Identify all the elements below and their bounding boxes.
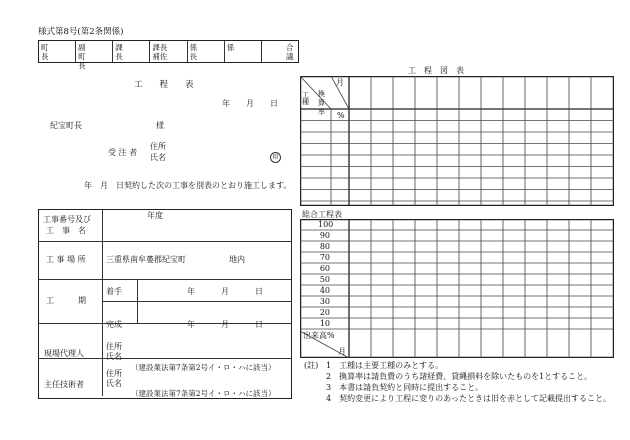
approval-stamp-boxes — [38, 40, 299, 70]
site-agent-law-note: （建設業法第7条第2号イ・ロ・ハに該当） — [131, 363, 276, 372]
start-day[interactable]: 日 — [255, 287, 263, 296]
start-month[interactable]: 月 — [221, 287, 229, 296]
stamp-label: 副町長 — [78, 43, 86, 70]
stamp-label: 課長 — [115, 43, 123, 61]
schedule-type-label: 工 種 — [302, 91, 316, 106]
location-suffix: 地内 — [229, 255, 245, 264]
percent-tick-label: 50 — [319, 275, 330, 284]
schedule-month-label: 月 — [336, 78, 344, 87]
notes-prefix: (註) — [304, 361, 319, 370]
percent-tick-label: 80 — [319, 242, 330, 251]
end-month[interactable]: 月 — [221, 320, 229, 329]
percent-tick-label: 90 — [319, 231, 330, 240]
percent-tick-label: 60 — [319, 264, 330, 273]
fiscal-year-label: 年度 — [147, 211, 163, 220]
site-agent-label: 現場代理人 — [44, 349, 84, 358]
honorific: 様 — [156, 121, 164, 130]
note-item: 4 契約変更により工程に変りのあったときは旧を赤として記載提出すること。 — [326, 394, 612, 403]
stamp-label: 係 — [226, 43, 235, 52]
stamp-label: 合議 — [285, 43, 294, 61]
percent-tick-label: 20 — [319, 308, 330, 317]
schedule-title: 工 程 図 表 — [408, 66, 464, 75]
schedule-percent-unit: % — [337, 111, 345, 120]
chief-engineer-address-label: 住所 — [106, 369, 122, 378]
percent-tick-label: 40 — [319, 286, 330, 295]
form-id: 様式第8号(第2条関係) — [38, 27, 124, 37]
stamp-box[interactable] — [150, 41, 187, 62]
contractor-address-label: 住所 — [150, 142, 166, 151]
stamp-box[interactable] — [76, 41, 113, 70]
end-day[interactable]: 日 — [255, 320, 263, 329]
progress-label: 出来高% — [303, 331, 335, 340]
stamp-box[interactable] — [262, 41, 298, 62]
percent-tick-label: 70 — [319, 253, 330, 262]
stamp-box[interactable] — [39, 41, 76, 62]
percent-tick-label: 30 — [319, 297, 330, 306]
stamp-box[interactable] — [113, 41, 150, 62]
start-label: 着手 — [106, 287, 122, 296]
chief-engineer-law-note: （建設業法第7条第2号イ・ロ・ハに該当） — [131, 389, 276, 398]
note-item: 1 工種は主要工種のみとする。 — [326, 361, 444, 370]
page-title: 工 程 表 — [134, 80, 194, 90]
summary-title: 総合工程表 — [302, 210, 342, 219]
work-name-label: 工 事 名 — [46, 226, 86, 235]
percent-tick-label: 10 — [319, 319, 330, 328]
stamp-label: 町長 — [41, 43, 49, 61]
location-value[interactable]: 三重県南牟婁郡紀宝町 — [106, 255, 186, 264]
statement: 年 月 日契約した次の工事を別表のとおり施工します。 — [84, 181, 292, 190]
seal-mark: 印 — [270, 152, 281, 163]
note-item: 2 換算率は請負費のうち諸経費、貸縄損料を除いたものを1とすること。 — [326, 372, 593, 381]
work-info-table — [38, 209, 292, 399]
stamp-box[interactable] — [188, 41, 225, 62]
contractor-name-label: 氏名 — [150, 153, 166, 162]
note-item: 3 本書は請負契約と同時に提出すること。 — [326, 383, 484, 392]
location-label: 工 事 場 所 — [46, 255, 86, 264]
addressee: 紀宝町長 — [50, 121, 82, 130]
chief-engineer-name-label: 氏名 — [106, 379, 122, 388]
end-label: 完成 — [106, 320, 122, 329]
work-number-label: 工事番号及び — [43, 215, 91, 224]
date-line[interactable]: 年 月 日 — [222, 99, 278, 108]
schedule-conversion-label: 換算率 — [318, 90, 325, 116]
chief-engineer-label: 主任技術者 — [44, 380, 84, 389]
period-label: 工 期 — [46, 296, 86, 305]
site-agent-address-label: 住所 — [106, 342, 122, 351]
percent-tick-label: 100 — [318, 220, 334, 229]
summary-month-label: 月 — [338, 347, 346, 356]
site-agent-name-label: 氏名 — [106, 352, 122, 361]
schedule-grid[interactable] — [300, 76, 614, 206]
summary-grid[interactable] — [300, 219, 614, 358]
start-year[interactable]: 年 — [187, 287, 195, 296]
end-year[interactable]: 年 — [187, 320, 195, 329]
contractor-label: 受 注 者 — [108, 148, 138, 157]
stamp-label: 課長補佐 — [152, 43, 168, 61]
stamp-box[interactable] — [225, 41, 262, 62]
stamp-label: 係長 — [189, 43, 198, 61]
